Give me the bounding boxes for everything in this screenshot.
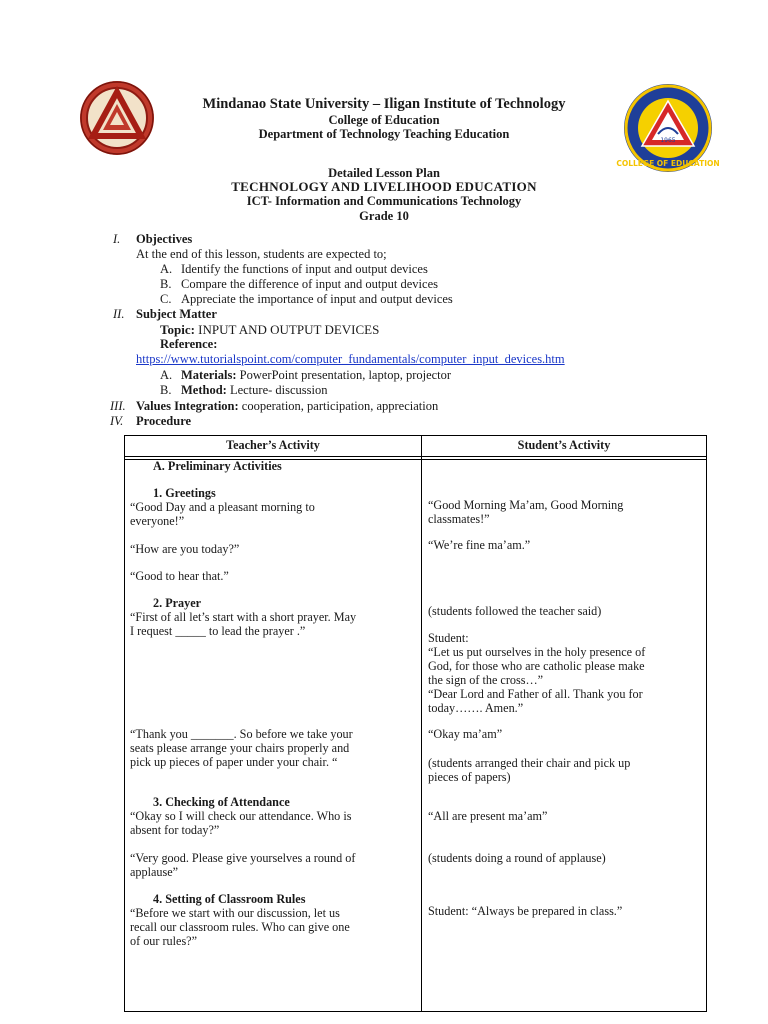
values-text: cooperation, participation, appreciation [241,399,439,413]
values-line [136,399,438,414]
materials-line [181,368,451,383]
teacher-line: “Good Day and a pleasant morning to [130,500,315,514]
teacher-line: “Before we start with our discussion, let us [130,906,340,920]
college-name: College of Education [328,113,440,127]
header-divider [125,456,706,457]
teacher-line: of our rules?” [130,934,198,948]
method-letter: B. [160,383,172,397]
student-line: “Okay ma’am” [428,727,503,741]
procedure-numeral: IV. [110,414,124,428]
teacher-line: pick up pieces of paper under your chair. “ [130,755,338,769]
student-line: (students arranged their chair and pick up [428,756,631,770]
procedure-table [124,435,707,1012]
student-line: today……. Amen.” [428,701,524,715]
department-name: Department of Technology Teaching Education [258,127,510,141]
teacher-line: “Good to hear that.” [130,569,229,583]
svg-text:COLLEGE OF EDUCATION: COLLEGE OF EDUCATION [616,159,720,168]
subject-title: TECHNOLOGY AND LIVELIHOOD EDUCATION [231,179,537,194]
teacher-line: everyone!” [130,514,185,528]
objective-item: Appreciate the importance of input and output devices [181,292,453,306]
objective-letter: C. [160,292,172,306]
column-divider [421,436,422,1011]
teacher-line: seats please arrange your chairs properly and [130,741,350,755]
subject-numeral: II. [113,307,125,321]
method-line [181,383,328,398]
teacher-line: “Okay so I will check our attendance. Who is [130,809,352,823]
student-line: the sign of the cross…” [428,673,544,687]
objective-item: Compare the difference of input and output devices [181,277,438,291]
university-name: Mindanao State University – Iligan Institute of Technology [202,96,566,112]
teacher-line: “Very good. Please give yourselves a round of [130,851,356,865]
activity-heading: 2. Prayer [153,596,202,610]
objectives-heading: Objectives [136,232,193,246]
values-heading: Values Integration: [136,399,239,413]
procedure-heading: Procedure [136,414,192,428]
teacher-line: I request _____ to lead the prayer .” [130,624,306,638]
teacher-line: “Thank you _______. So before we take your [130,727,353,741]
grade-level: Grade 10 [359,209,409,223]
activity-heading: 4. Setting of Classroom Rules [153,892,306,906]
reference-link-wrap [136,352,565,367]
student-line: “Dear Lord and Father of all. Thank you for [428,687,643,701]
student-line: classmates!” [428,512,490,526]
teacher-line: “How are you today?” [130,542,240,556]
method-label: Method: [181,383,227,397]
topic-value: INPUT AND OUTPUT DEVICES [198,322,380,337]
objective-letter: B. [160,277,172,291]
student-line: “All are present ma’am” [428,809,548,823]
reference-link[interactable]: https://www.tutorialspoint.com/computer_fundamentals/computer_input_devices.htm [136,352,565,366]
subject-heading: Subject Matter [136,307,217,321]
objective-letter: A. [160,262,173,276]
student-line: Student: [428,631,469,645]
activity-heading: 3. Checking of Attendance [153,795,290,809]
materials-label: Materials: [181,368,237,382]
student-line: pieces of papers) [428,770,511,784]
objective-item: Identify the functions of input and output devices [181,262,428,276]
values-numeral: III. [110,399,126,413]
student-line: “We’re fine ma’am.” [428,538,531,552]
student-line: “Good Morning Ma’am, Good Morning [428,498,624,512]
reference-label: Reference: [160,337,218,351]
svg-text:1965: 1965 [660,137,676,144]
doc-title: Detailed Lesson Plan [328,166,440,180]
topic-line [160,322,379,337]
col-header-student: Student’s Activity [517,438,611,452]
method-value: Lecture- discussion [229,383,328,397]
col-header-teacher: Teacher’s Activity [226,438,320,452]
student-line: Student: “Always be prepared in class.” [428,904,623,918]
materials-letter: A. [160,368,173,382]
student-line: “Let us put ourselves in the holy presence of [428,645,646,659]
student-line: (students doing a round of applause) [428,851,606,865]
student-line: God, for those who are catholic please make [428,659,645,673]
teacher-line: recall our classroom rules. Who can give one [130,920,350,934]
teacher-line: absent for today?” [130,823,220,837]
activity-heading: 1. Greetings [153,486,216,500]
materials-value: PowerPoint presentation, laptop, projector [239,368,452,382]
section-heading: A. Preliminary Activities [153,459,282,473]
course-title: ICT- Information and Communications Technology [246,194,522,208]
teacher-line: “First of all let’s start with a short prayer. May [130,610,357,624]
objectives-intro: At the end of this lesson, students are expected to; [136,247,387,261]
student-line: (students followed the teacher said) [428,604,602,618]
teacher-line: applause” [130,865,179,879]
objectives-numeral: I. [113,232,121,246]
topic-label: Topic: [160,322,195,337]
